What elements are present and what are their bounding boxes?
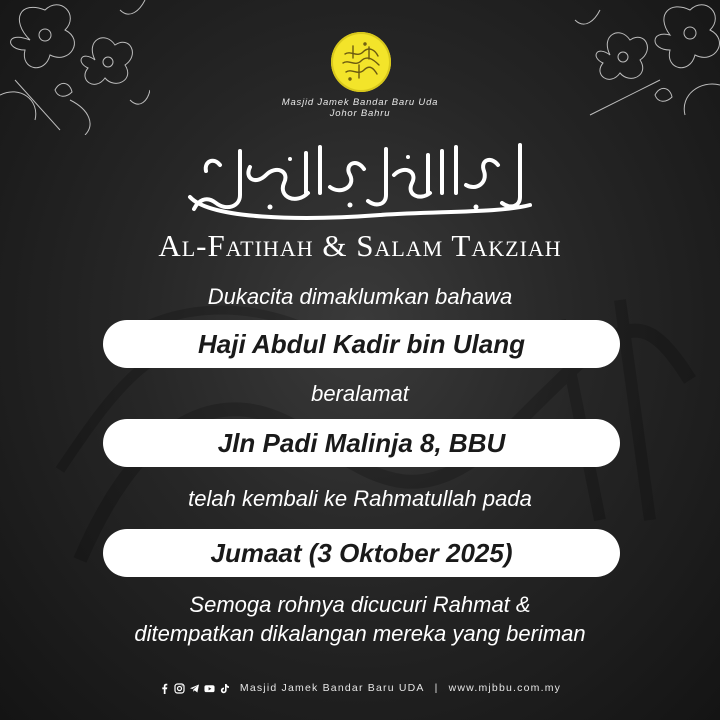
tiktok-icon[interactable]: [219, 683, 230, 694]
organization-name: Masjid Jamek Bandar Baru Uda: [281, 97, 439, 108]
footer-org-name: Masjid Jamek Bandar Baru UDA: [239, 682, 425, 694]
page-title: Al-Fatihah & Salam Takziah: [158, 228, 562, 263]
footer-separator: |: [434, 682, 439, 694]
passed-away-label: telah kembali ke Rahmatullah pada: [188, 486, 532, 511]
youtube-icon[interactable]: [204, 683, 215, 694]
date-box: [103, 529, 620, 577]
social-icons: [159, 683, 230, 694]
address-box: [103, 419, 620, 467]
deceased-name-box: [103, 320, 620, 368]
organization-location: Johor Bahru: [329, 108, 391, 119]
arabic-calligraphy: [180, 135, 540, 225]
prayer-line-1: Semoga rohnya dicucuri Rahmat &: [189, 592, 531, 617]
prayer-line-2: ditempatkan dikalangan mereka yang beriman: [134, 621, 586, 646]
mosque-logo: [331, 32, 391, 92]
telegram-icon[interactable]: [189, 683, 200, 694]
announcement-text: Dukacita dimaklumkan bahawa: [207, 284, 513, 309]
address-text: Jln Padi Malinja 8, BBU: [217, 427, 506, 458]
address-label: beralamat: [311, 381, 409, 406]
facebook-icon[interactable]: [159, 683, 170, 694]
footer: [0, 682, 720, 694]
deceased-name: Haji Abdul Kadir bin Ulang: [198, 328, 525, 359]
date-text: Jumaat (3 Oktober 2025): [210, 537, 513, 568]
footer-website-link[interactable]: www.mjbbu.com.my: [448, 682, 562, 694]
arabic-seal-icon: [331, 32, 391, 92]
instagram-icon[interactable]: [174, 683, 185, 694]
